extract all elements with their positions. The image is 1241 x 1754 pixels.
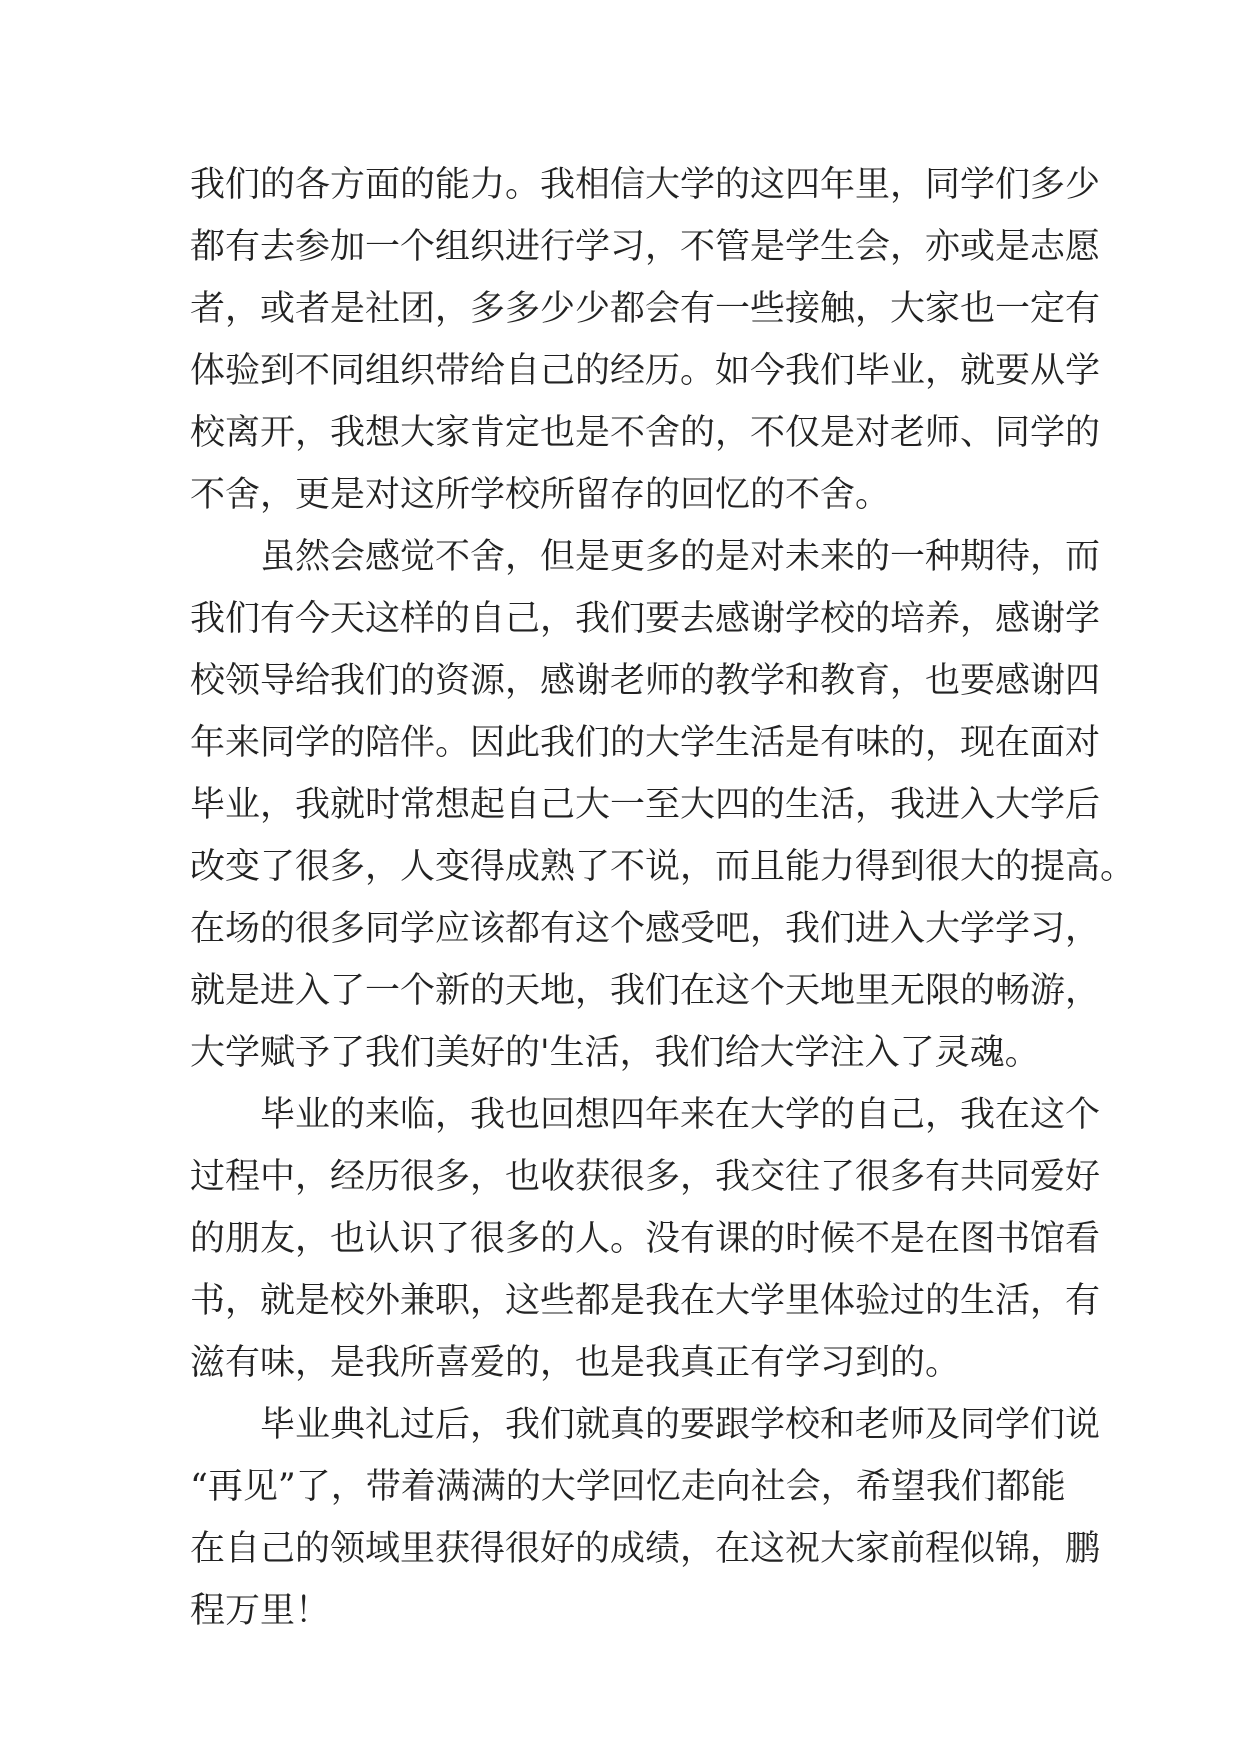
text-line: 在场的很多同学应该都有这个感受吧，我们进入大学学习， bbox=[190, 909, 1101, 949]
text-line: 毕业的来临，我也回想四年来在大学的自己，我在这个 bbox=[260, 1095, 1101, 1135]
text-line: 校领导给我们的资源，感谢老师的教学和教育，也要感谢四 bbox=[190, 661, 1101, 701]
text-line: 书，就是校外兼职，这些都是我在大学里体验过的生活，有 bbox=[190, 1281, 1101, 1321]
text-line: 校离开，我想大家肯定也是不舍的，不仅是对老师、同学的 bbox=[190, 413, 1101, 453]
paragraph-1 bbox=[190, 154, 1101, 526]
text-line: 者，或者是社团，多多少少都会有一些接触，大家也一定有 bbox=[190, 289, 1101, 329]
text-line: 就是进入了一个新的天地，我们在这个天地里无限的畅游， bbox=[190, 971, 1101, 1011]
document-body bbox=[190, 154, 1136, 1642]
text-line: 过程中，经历很多，也收获很多，我交往了很多有共同爱好 bbox=[190, 1157, 1101, 1197]
paragraph-4 bbox=[190, 1394, 1101, 1642]
text-line: 不舍，更是对这所学校所留存的回忆的不舍。 bbox=[190, 475, 891, 515]
text-line: 虽然会感觉不舍，但是更多的是对未来的一种期待，而 bbox=[260, 537, 1101, 577]
text-line: 年来同学的陪伴。因此我们的大学生活是有味的，现在面对 bbox=[190, 723, 1101, 763]
text-line: 在自己的领域里获得很好的成绩，在这祝大家前程似锦，鹏 bbox=[190, 1529, 1101, 1569]
paragraph-2 bbox=[190, 526, 1136, 1084]
text-line: 改变了很多，人变得成熟了不说，而且能力得到很大的提高。 bbox=[190, 847, 1136, 887]
text-line: 毕业典礼过后，我们就真的要跟学校和老师及同学们说 bbox=[260, 1405, 1101, 1445]
text-line: 都有去参加一个组织进行学习，不管是学生会，亦或是志愿 bbox=[190, 227, 1101, 267]
text-line: 我们有今天这样的自己，我们要去感谢学校的培养，感谢学 bbox=[190, 599, 1101, 639]
text-line: 的朋友，也认识了很多的人。没有课的时候不是在图书馆看 bbox=[190, 1219, 1101, 1259]
text-line: 滋有味，是我所喜爱的，也是我真正有学习到的。 bbox=[190, 1343, 961, 1383]
text-line: 我们的各方面的能力。我相信大学的这四年里，同学们多少 bbox=[190, 165, 1101, 205]
text-line: 大学赋予了我们美好的'生活，我们给大学注入了灵魂。 bbox=[190, 1033, 1040, 1073]
text-line: 体验到不同组织带给自己的经历。如今我们毕业，就要从学 bbox=[190, 351, 1101, 391]
text-line: 程万里！ bbox=[190, 1591, 331, 1631]
text-line: “再见”了，带着满满的大学回忆走向社会，希望我们都能 bbox=[190, 1467, 1066, 1507]
paragraph-3 bbox=[190, 1084, 1101, 1394]
text-line: 毕业，我就时常想起自己大一至大四的生活，我进入大学后 bbox=[190, 785, 1101, 825]
